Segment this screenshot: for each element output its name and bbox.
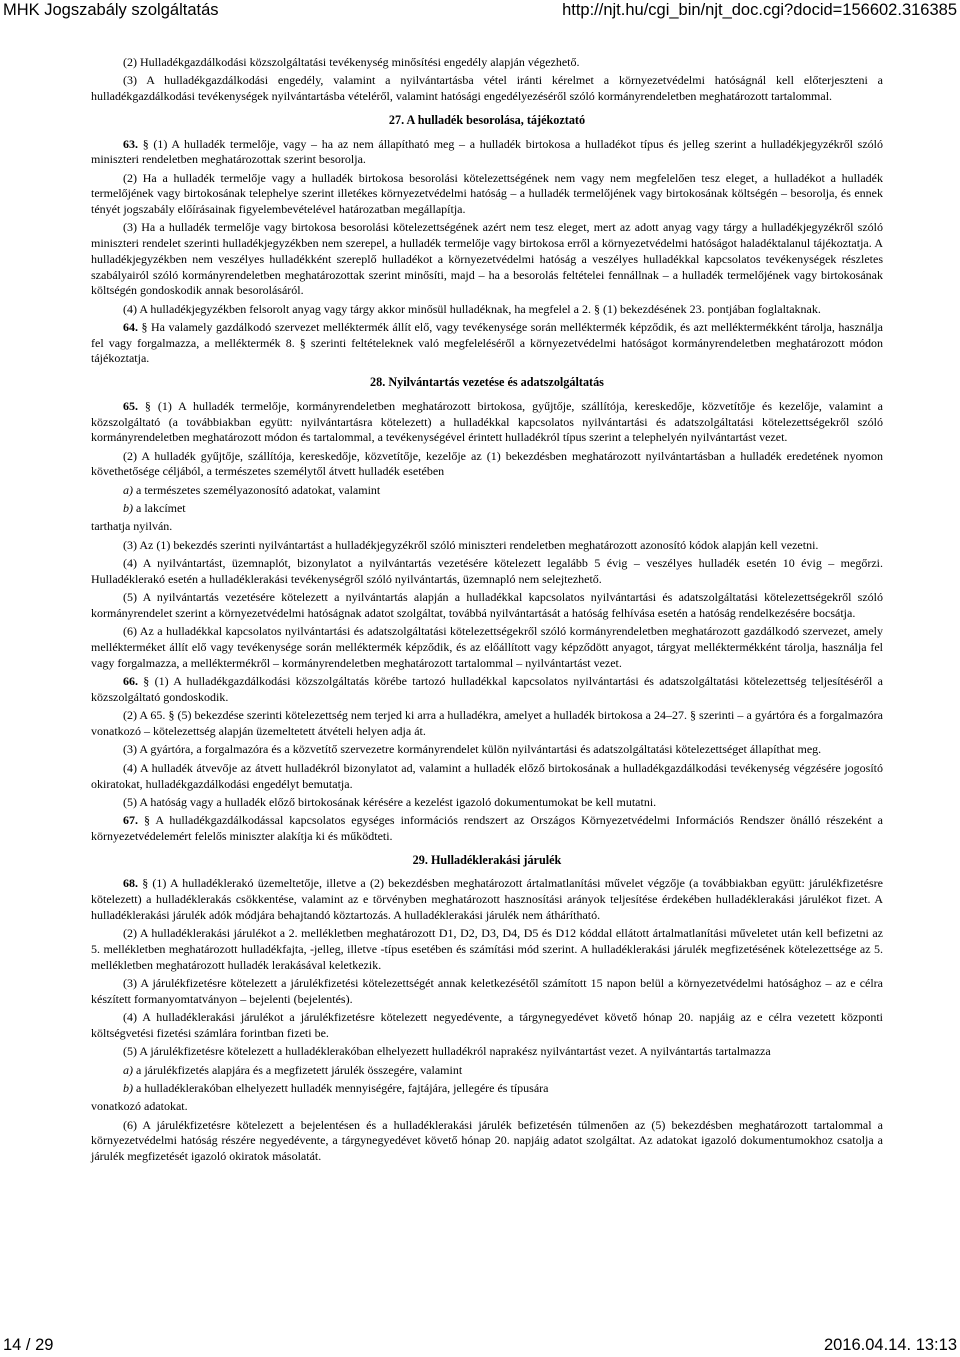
document-body (91, 55, 883, 1168)
section-67 (91, 813, 883, 844)
list-letter: b) (123, 1080, 133, 1095)
section-65 (91, 399, 883, 446)
footer-page-number: 14 / 29 (3, 1336, 54, 1354)
section-number: 65. (123, 398, 138, 413)
paragraph: vonatkozó adatokat. (91, 1099, 188, 1114)
paragraph: (3) Ha a hulladék termelője vagy birtokosa besorolási kötelezettségének azért nem tesz eleget, mert az adott anyag vagy tárgy a hulladékjegyzékről szóló miniszteri rendelet szerinti hulladékjegyzékben nem szerepel, a hulladék termelője vagy birtokosa erről a környezetvédelmi hatóságot haladéktalanul tájékoztatja. A hulladékjegyzékben nem veszélyes hulladékként szereplő hulladékot a környezetvédelmi hatóság a veszélyes hulladékkal kapcsolatos tevékenységek részletes szabályairól szóló kormányrendeletben meghatározottak szerint minősíti, majd – ha a besorolás feltételei fennállnak – a hulladék termelőjének vagy birtokosának költségén gondoskodik annak besorolásáról. (91, 220, 883, 298)
section-number: 64. (123, 319, 138, 334)
section-68 (91, 876, 883, 923)
paragraph: (5) A hatóság vagy a hulladék előző birtokosának kérésére a kezelést igazoló dokumentumokat be kell mutatni. (123, 794, 657, 809)
paragraph: (2) Ha a hulladék termelője vagy a hulladék birtokosa besorolási kötelezettségének nem vagy nem megfelelően tesz eleget, a hulladékot a hulladék termelőjének vagy birtokosának telephelye szerint illetékes környezetvédelmi hatóság – a hulladék termelőjének vagy birtokosának költségén – besorolja, és ennek tényét jogszabály előírásainak figyelembevételével határozatban megállapítja. (91, 170, 883, 216)
paragraph: (4) A nyilvántartást, üzemnaplót, bizonylatot a nyilvántartás vezetésére kötelezett legalább 5 évig – veszélyes hulladék esetén 10 évig – megőrzi. Hulladéklerakó esetén a hulladéklerakási tevékenységről szóló nyilvántartás, üzemnapló nem selejtezhető. (91, 556, 883, 586)
section-heading-28: 28. Nyilvántartás vezetése és adatszolgáltatás (370, 375, 604, 390)
section-number: 66. (123, 674, 138, 689)
paragraph: (2) Hulladékgazdálkodási közszolgáltatási tevékenység minősítési engedély alapján végezhető. (123, 55, 580, 69)
list-letter: a) (123, 482, 133, 497)
paragraph: (3) A hulladékgazdálkodási engedély, valamint a nyilvántartásba vétel iránti kérelmet a környezetvédelmi hatóságnál kell előterjeszteni a hulladékgazdálkodási tevékenységek nyilvántartásba vételéről, valamint hatósági engedélyezéséről szóló kormányrendeletben meghatározott tartalommal. (91, 73, 883, 104)
list-text: a járulékfizetés alapjára és a megfizetett járulék összegére, valamint (136, 1062, 463, 1077)
section-64 (91, 320, 883, 367)
list-letter: a) (123, 1062, 133, 1077)
section-number: 67. (123, 813, 138, 828)
list-item (91, 1063, 883, 1079)
section-text: § (1) A hulladék termelője, kormányrendeletben meghatározott birtokosa, gyűjtője, szállítója, kereskedője, közvetítője és kezelője, valamint a közszolgáltató (a továbbiakban együtt: nyilvántartásra kötelezett) a hulladékkal kapcsolatos nyilvántartási és adatszolgáltatási kötelezettségekről szóló kormányrendeletben meghatározott módon és tartalommal, a tevékenységével érintett hulladékról típus szerint a telephelyén nyilvántartást vezet. (91, 398, 884, 445)
section-text: § (1) A hulladékgazdálkodási közszolgáltatás körébe tartozó hulladékkal kapcsolatos nyilvántartási és adatszolgáltatási kötelezettség teljesítéséről a közszolgáltató gondoskodik. (91, 674, 884, 704)
paragraph: tarthatja nyilván. (91, 519, 173, 534)
header-url: http://njt.hu/cgi_bin/njt_doc.cgi?docid=156602.316385 (562, 1, 957, 19)
section-66 (91, 674, 883, 705)
list-text: a természetes személyazonosító adatokat, valamint (136, 482, 381, 497)
browser-print-header (0, 0, 960, 22)
section-text: § (1) A hulladék termelője, vagy – ha az nem állapítható meg – a hulladék birtokosa a hulladékot típus és jelleg szerint a hulladékjegyzékről szóló miniszteri rendeletben meghatározottak szerint besorolja. (91, 136, 884, 167)
list-text: a lakcímet (136, 501, 186, 516)
section-text: § (1) A hulladéklerakó üzemeltetője, illetve a (2) bekezdésben meghatározott ártalmatlanítási művelet végzője (a továbbiakban együtt: járulékfizetésre kötelezett) a hulladéklerakás csökkentése, valamint az e törvényben meghatározott hasznosítási arányok teljesítése érdekében hulladéklerakási járulékot fizet. A hulladéklerakási járulék adók módjára behajtandó köztartozás. A hulladéklerakási járulék nem áthárítható. (91, 876, 883, 922)
section-63 (91, 137, 883, 168)
paragraph: (2) A hulladéklerakási járulékot a 2. mellékletben meghatározott D1, D2, D3, D4, D5 és D12 kóddal ellátott ártalmatlanítási műveletet után kell befizetni az 5. mellékletben meghatározott hulladékfajta, -jelleg, illetve -típus esetében és számítási mód szerint. A hulladéklerakási járulék megfizetésének kötelezettsége az 5. mellékletben meghatározott hulladék lerakásával keletkezik. (91, 926, 883, 972)
section-number: 68. (123, 876, 138, 891)
paragraph: (3) A gyártóra, a forgalmazóra és a közvetítő szervezetre kormányrendelet külön nyilvántartási és adatszolgáltatási kötelezettséget állapíthat meg. (123, 742, 822, 757)
paragraph: (5) A járulékfizetésre kötelezett a hulladéklerakóban elhelyezett hulladékról naprakész nyilvántartást vezet. A nyilvántartás tartalmazza (123, 1044, 771, 1059)
paragraph: (2) A hulladék gyűjtője, szállítója, kereskedője, közvetítője, kezelője az (1) bekezdésben meghatározott nyilvántartásban a hulladék eredetének nyomon követhetősége céljából, a természetes személytől átvett hulladék esetében (91, 448, 883, 479)
section-heading-27: 27. A hulladék besorolása, tájékoztató (388, 112, 586, 127)
paragraph: (4) A hulladéklerakási járulékot a járulékfizetésre kötelezett negyedévente, a tárgynegyedévet követő hónap 20. napjáig az e célra vezetett központi költségvetési fizetési számlára forintban fizeti be. (91, 1010, 883, 1040)
paragraph: (2) A 65. § (5) bekezdése szerinti kötelezettség nem terjed ki arra a hulladékra, amelyet a hulladék birtokosa a 24–27. § szerinti – a gyártóra és a forgalmazóra vonatkozó – kötelezettség alapján üzemeltetett átvételi helyen adja át. (91, 708, 883, 739)
paragraph: (6) A járulékfizetésre kötelezett a bejelentésen és a hulladéklerakási járulék befizetésén túlmenően az (5) bekezdésben meghatározott tartalommal a környezetvédelmi hatóság részére negyedévente, a tárgynegyedévet követő hónap 20. napjáig adatot szolgáltat. Az adatokat igazoló dokumentumokhoz csatolja a járulék megfizetését igazoló okiratok másolatát. (91, 1117, 883, 1164)
paragraph: (4) A hulladék átvevője az átvett hulladékról bizonylatot ad, valamint a hulladék előző birtokosának a hulladékgazdálkodási tevékenység végzésére jogosító okiratokat, hulladékgazdálkodási engedélyt bemutatja. (91, 760, 883, 791)
section-text: § A hulladékgazdálkodással kapcsolatos egységes információs rendszert az Országos Környezetvédelmi Információs Rendszer önálló részeként a környezetvédelemért felelős miniszter alakítja ki és működteti. (91, 813, 883, 843)
paragraph: (3) Az (1) bekezdés szerinti nyilvántartást a hulladékjegyzékről szóló miniszteri rendeletben meghatározott azonosító kódok alapján kell vezetni. (123, 537, 819, 552)
section-heading-29: 29. Hulladéklerakási járulék (412, 852, 562, 867)
list-text: a hulladéklerakóban elhelyezett hulladék mennyiségére, fajtájára, jellegére és típusára (136, 1080, 549, 1095)
list-item (91, 483, 883, 499)
paragraph: (3) A járulékfizetésre kötelezett a járulékfizetési kötelezettségét annak keletkezésétől számított 15 napon belül a környezetvédelmi hatósághoz – az e célra készített formanyomtatványon – bejelenti (bejelentés). (91, 976, 883, 1006)
footer-datetime: 2016.04.14. 13:13 (823, 1336, 957, 1354)
header-site-name: MHK Jogszabály szolgáltatás (3, 1, 219, 19)
paragraph: (6) Az a hulladékkal kapcsolatos nyilvántartási és adatszolgáltatási kötelezettségekről szóló kormányrendeletben meghatározott gazdálkodó szervezet, amely mellékterméket állít elő vagy tevékenysége során melléktermék képződik, és az előállított vagy képződött anyagot, tárgyat melléktermékként tárolja, használja fel vagy forgalmazza, a melléktermékről – kormányrendeletben meghatározott tartalommal – nyilvántartást vezet. (91, 624, 883, 670)
list-item (91, 501, 883, 517)
section-number: 63. (123, 136, 138, 151)
list-item (91, 1081, 883, 1097)
paragraph: (4) A hulladékjegyzékben felsorolt anyag vagy tárgy akkor minősül hulladéknak, ha megfelel a 2. § (1) bekezdésének 23. pontjában foglaltaknak. (123, 301, 821, 316)
paragraph: (5) A nyilvántartás vezetésére kötelezett a nyilvántartás alapján a hulladékkal kapcsolatos nyilvántartási és adatszolgáltatási kötelezettségekről szóló kormányrendelet szerint a környezetvédelmi hatóságnak adatot szolgáltat, továbbá nyilvántartását a hatóság felhívása esetén a hatóság rendelkezésére bocsátja. (91, 590, 883, 621)
list-letter: b) (123, 501, 133, 516)
section-text: § Ha valamely gazdálkodó szervezet melléktermék állít elő, vagy tevékenysége során melléktermék képződik, és azt melléktermékként tárolja, használja fel vagy forgalmazza, a melléktermék 8. § szerinti feltételeknek való megfeleléséről a környezetvédelmi hatóságot kormányrendeletben meghatározott módon tájékoztatja. (91, 319, 883, 366)
